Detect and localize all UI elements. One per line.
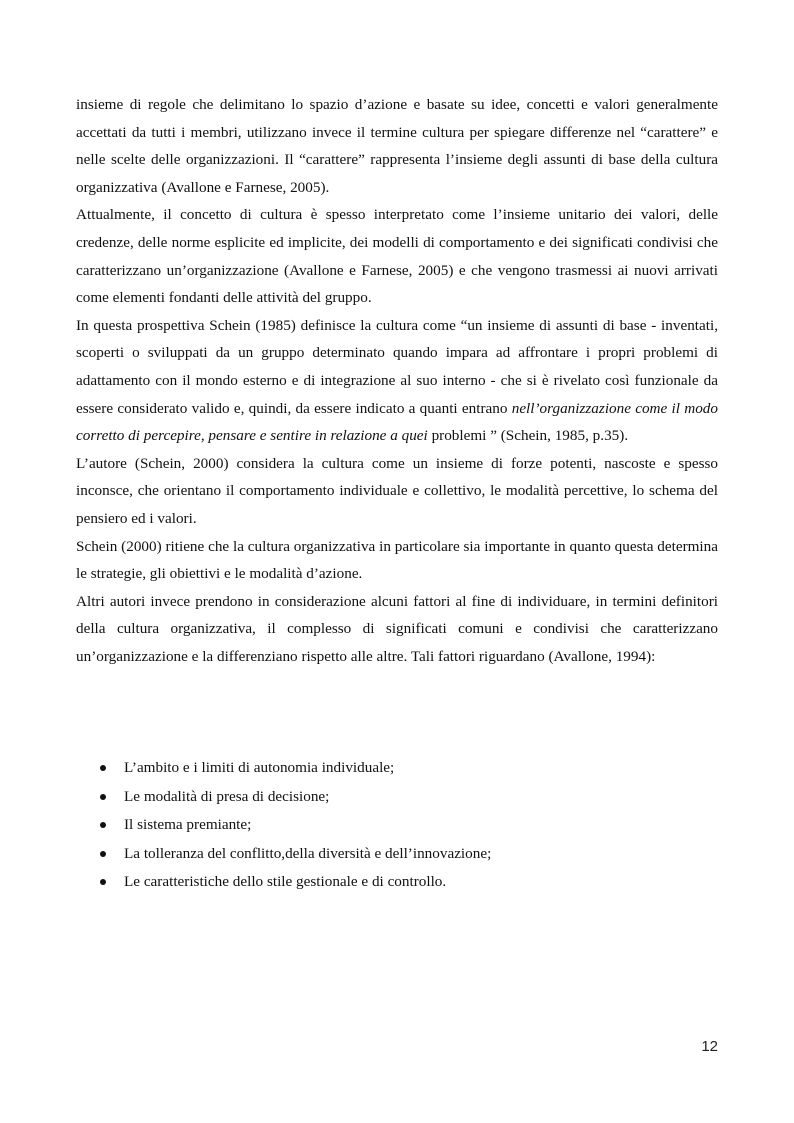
bullet-icon: [100, 822, 106, 828]
paragraph-schein-strategies: Schein (2000) ritiene che la cultura organizzativa in particolare sia importante in quanto questa determina le strategie, gli obiettivi e le modalità d’azione.: [76, 537, 718, 583]
bullet-icon: [100, 851, 106, 857]
page-number: 12: [701, 1038, 718, 1055]
list-item: [98, 783, 718, 812]
bullet-icon: [100, 879, 106, 885]
schein-quote-italic: nell’organizzazione come il modo corretto di percepire, pensare e sentire in relazione a quei: [76, 399, 718, 445]
page-body: [76, 91, 718, 670]
schein-quote-outro: problemi ” (Schein, 1985, p.35).: [431, 427, 629, 445]
factors-list: [98, 754, 718, 897]
list-item-text: Le caratteristiche dello stile gestionale e di controllo.: [124, 873, 447, 891]
paragraph-culture-definition: Attualmente, il concetto di cultura è spesso interpretato come l’insieme unitario dei valori, delle credenze, delle norme esplicite ed implicite, dei modelli di comportamento e dei significati condivisi che caratterizzano un’organizzazione (Avallone e Farnese, 2005) e che vengono trasmessi ai nuovi arrivati come elementi fondanti delle attività del gruppo.: [76, 206, 718, 307]
list-item-text: L’ambito e i limiti di autonomia individuale;: [124, 759, 395, 776]
schein-quote-intro: In questa prospettiva Schein (1985) definisce la cultura come “un insieme di assunti di base - inventati, scoperti o sviluppati da un gruppo determinato quando impara ad affrontare i propri problemi di adattamento con il mondo esterno e di integrazione al suo interno - che si è rivelato così funzionale da essere considerato valido e, quindi, da essere indicato a quanti entrano: [76, 316, 718, 417]
list-item: [98, 754, 718, 783]
list-item-text: Il sistema premiante;: [124, 816, 252, 834]
list-item-text: La tolleranza del conflitto,della diversità e dell’innovazione;: [124, 844, 492, 862]
bullet-icon: [100, 794, 106, 800]
paragraph-schein-quote: [76, 312, 718, 450]
list-item: [98, 811, 718, 840]
paragraph-rules-culture: insieme di regole che delimitano lo spazio d’azione e basate su idee, concetti e valori generalmente accettati da tutti i membri, utilizzano invece il termine cultura per spiegare differenze nel “carattere” e nelle scelte delle organizzazioni. Il “carattere” rappresenta l’insieme degli assunti di base della cultura organizzativa (Avallone e Farnese, 2005).: [76, 96, 718, 196]
list-item-text: Le modalità di presa di decisione;: [124, 787, 330, 805]
list-item: [98, 840, 718, 869]
list-item: [98, 868, 718, 897]
paragraph-other-authors: Altri autori invece prendono in considerazione alcuni fattori al fine di individuare, in termini definitori della cultura organizzativa, il complesso di significati comuni e condivisi che caratterizzano un’organizzazione e la differenziano rispetto alle altre. Tali fattori riguardano (Avallone, 1994):: [76, 592, 718, 665]
bullet-icon: [100, 765, 106, 771]
paragraph-schein-forces: L’autore (Schein, 2000) considera la cultura come un insieme di forze potenti, nascoste e spesso inconsce, che orientano il comportamento individuale e collettivo, le modalità percettive, lo schema del pensiero ed i valori.: [76, 454, 718, 527]
